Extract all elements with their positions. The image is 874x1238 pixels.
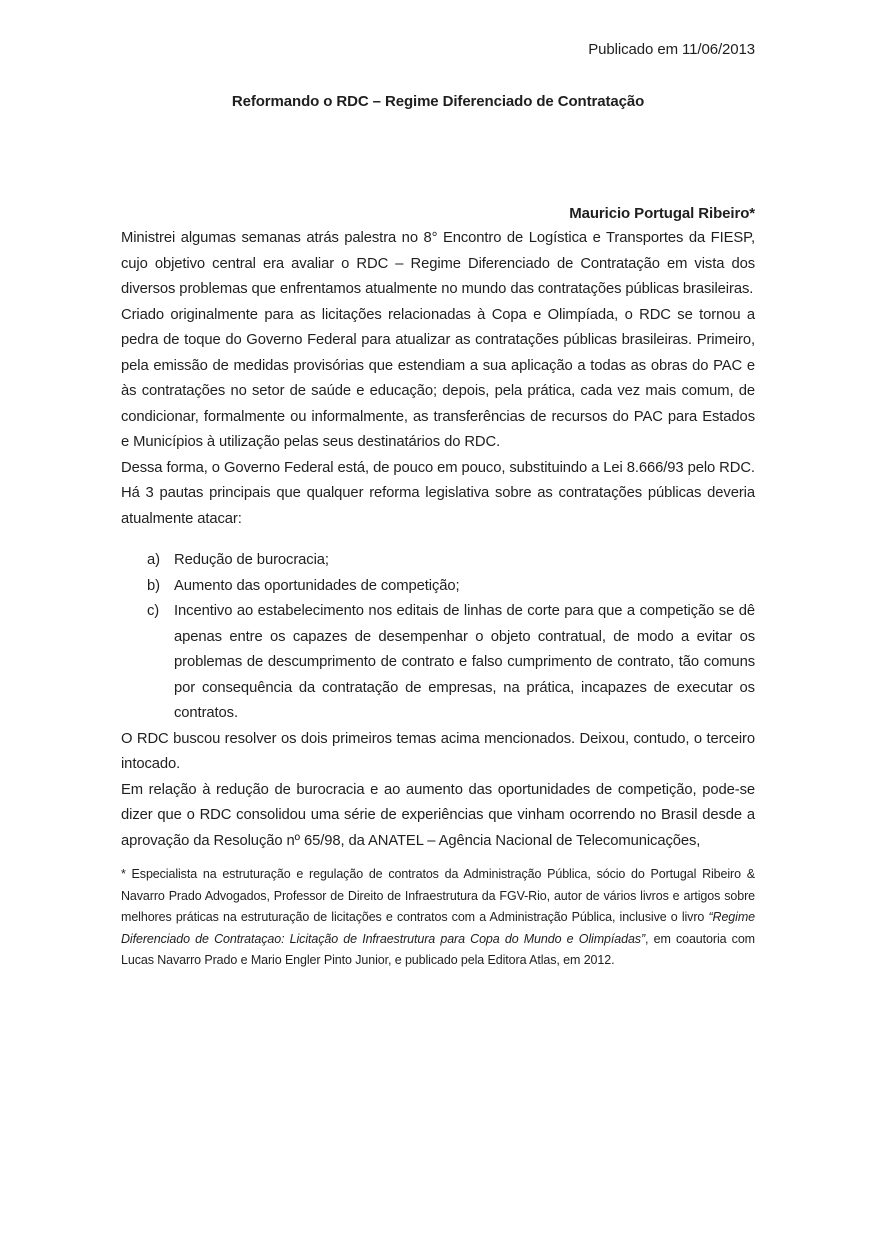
list-item-a-text: Redução de burocracia;	[174, 552, 329, 568]
list-marker-a: a)	[147, 552, 160, 568]
footnote	[121, 864, 755, 972]
document-title: Reformando o RDC – Regime Diferenciado de Contratação	[231, 93, 645, 110]
paragraph-rdc-origin: Criado originalmente para as licitações relacionadas à Copa e Olimpíada, o RDC se tornou a pedra de toque do Governo Federal para atualizar as contratações públicas brasileiras. Primeiro, pela emissão de medidas provisórias que estendiam a sua aplicação a todas as obras do PAC e às contratações no setor de saúde e educação; depois, pela prática, cada vez mais comum, de condicionar, formalmente ou informalmente, as transferências de recursos do PAC para Estados e Municípios à utilização pelas seus destinatários do RDC.	[121, 306, 755, 450]
footnote-text-after: , em coautoria com Lucas Navarro Prado e Mario Engler Pinto Junior, e publicado pela Editora Atlas, em 2012.	[121, 931, 755, 967]
list-item-c	[147, 599, 755, 727]
publication-date: Publicado em 11/06/2013	[588, 41, 755, 58]
list-item-b-text: Aumento das oportunidades de competição;	[174, 577, 460, 594]
list-item-a	[147, 548, 755, 574]
list-marker-c: c)	[147, 603, 160, 619]
author-byline: Mauricio Portugal Ribeiro*	[569, 205, 755, 222]
alpha-list	[147, 548, 755, 727]
paragraph-intro: Ministrei algumas semanas atrás palestra no 8° Encontro de Logística e Transportes da FIESP, cujo objetivo central era avaliar o RDC – Regime Diferenciado de Contratação em vista dos diversos problemas que enfrentamos atualmente no mundo das contratações públicas brasileiras.	[121, 230, 755, 297]
list-item-b	[147, 574, 755, 600]
list-marker-b: b)	[147, 577, 160, 594]
footnote-text-before: * Especialista na estruturação e regulação de contratos da Administração Pública, sócio do Portugal Ribeiro & Navarro Prado Advogados, Professor de Direito de Infraestrutura da FGV-Rio, autor de vários livros e artigos sobre melhores práticas na estruturação de licitações e contratos com a Administração Pública, inclusive o livro	[121, 867, 755, 924]
paragraph-rdc-resolveu: O RDC buscou resolver os dois primeiros temas acima mencionados. Deixou, contudo, o terceiro intocado.	[121, 730, 755, 772]
list-item-c-text: Incentivo ao estabelecimento nos editais de linhas de corte para que a competição se dê apenas entre os capazes de desempenhar o objeto contratual, de modo a evitar os problemas de descumprimento de contrato e falso cumprimento de contrato, tão comuns por consequência da contratação de empresas, na prática, incapazes de executar os contratos.	[174, 603, 755, 721]
footnote-book-title: “Regime Diferenciado de Contrataçao: Licitação de Infraestrutura para Copa do Mundo e Olimpíadas”	[121, 910, 755, 946]
paragraph-3-pautas: Há 3 pautas principais que qualquer reforma legislativa sobre as contratações públicas deveria atualmente atacar:	[121, 485, 755, 527]
document-body	[121, 226, 755, 854]
paragraph-reducao-burocracia: Em relação à redução de burocracia e ao aumento das oportunidades de competição, pode-se dizer que o RDC consolidou uma série de experiências que vinham ocorrendo no Brasil desde a aprovação da Resolução nº 65/98, da ANATEL – Agência Nacional de Telecomunicações,	[121, 781, 755, 849]
paragraph-lei-8666: Dessa forma, o Governo Federal está, de pouco em pouco, substituindo a Lei 8.666/93 pelo RDC.	[121, 459, 755, 476]
